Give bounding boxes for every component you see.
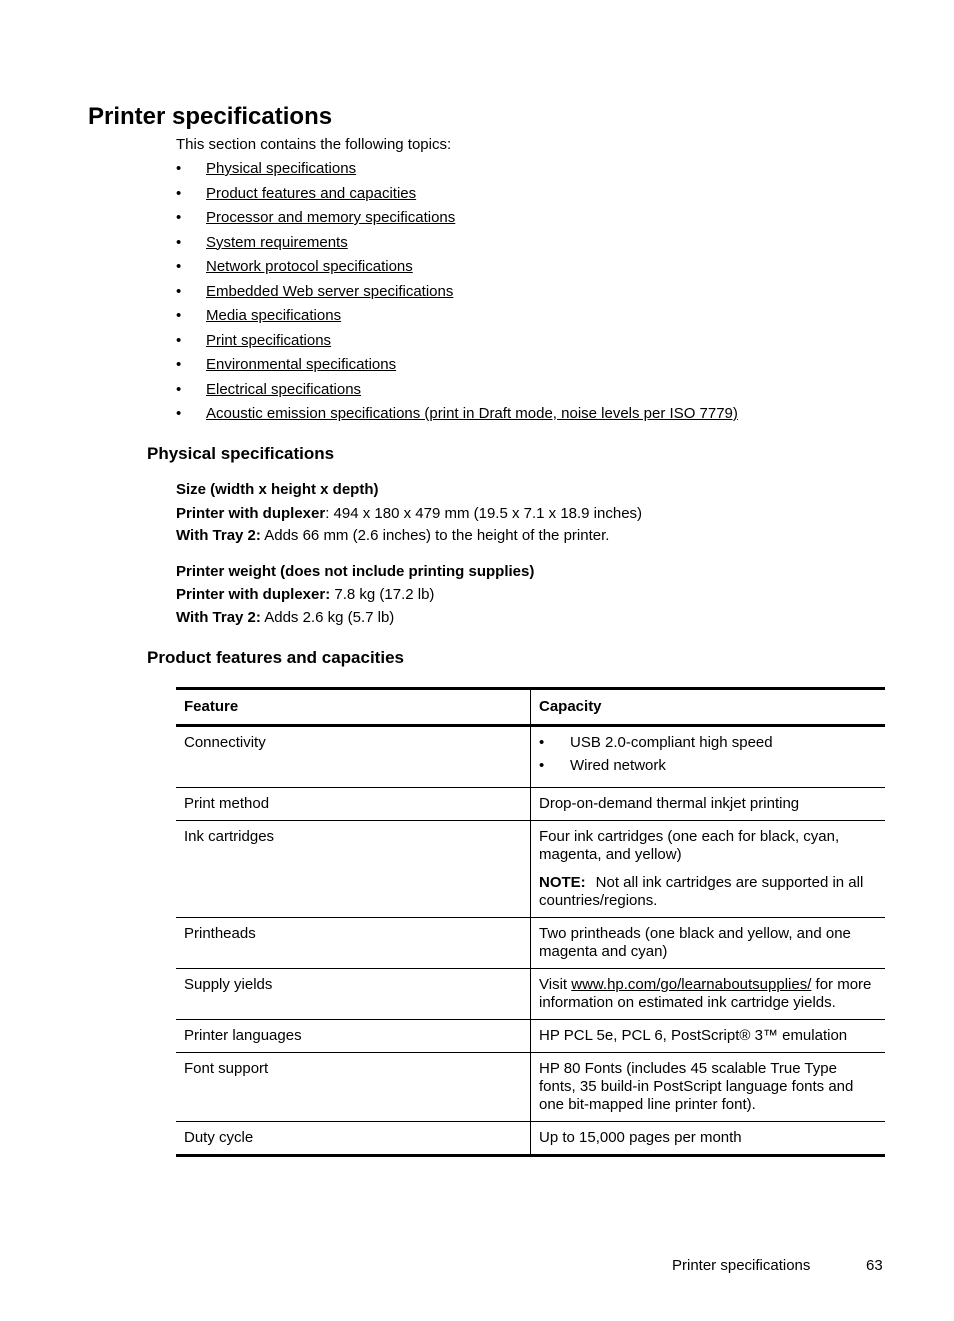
feature-cell: Print method: [176, 788, 531, 821]
note-block: [539, 874, 877, 910]
size-heading: [176, 481, 379, 499]
capacity-cell: Up to 15,000 pages per month: [531, 1122, 886, 1156]
feature-cell: Connectivity: [176, 726, 531, 788]
weight-duplexer-value: 7.8 kg (17.2 lb): [330, 586, 435, 603]
list-item: [539, 757, 877, 780]
feature-cell: Supply yields: [176, 969, 531, 1020]
feature-cell: Ink cartridges: [176, 821, 531, 918]
note-text: Not all ink cartridges are supported in all countries/regions.: [539, 874, 864, 909]
weight-duplexer-line: [176, 586, 434, 604]
table-row: [176, 821, 885, 918]
size-duplexer-label: Printer with duplexer: [176, 505, 326, 522]
bullet-icon: •: [539, 757, 545, 774]
table-row: [176, 726, 885, 788]
feature-cell: Duty cycle: [176, 1122, 531, 1156]
page-number: 63: [866, 1257, 883, 1274]
topic-link-ews[interactable]: Embedded Web server specifications: [206, 282, 454, 300]
list-item-text: Wired network: [570, 757, 666, 774]
bullet-icon: •: [176, 209, 182, 226]
table-row: [176, 788, 885, 821]
bullet-icon: •: [176, 258, 182, 275]
weight-heading: [176, 563, 534, 581]
capacity-cell: [531, 969, 886, 1020]
table-row: [176, 1053, 885, 1122]
size-duplexer-value: : 494 x 180 x 479 mm (19.5 x 7.1 x 18.9 inches): [325, 505, 643, 522]
topic-link-physical[interactable]: Physical specifications: [206, 160, 357, 177]
intro-text: This section contains the following topics:: [176, 136, 452, 153]
capacity-cell: HP PCL 5e, PCL 6, PostScript® 3™ emulation: [531, 1020, 886, 1053]
bullet-icon: •: [176, 307, 182, 324]
bullet-icon: •: [176, 356, 182, 373]
topic-link-acoustic[interactable]: Acoustic emission specifications (print in Draft mode, noise levels per ISO 7779): [206, 405, 738, 422]
bullet-icon: •: [176, 184, 182, 202]
weight-heading-text: Printer weight (does not include printing supplies): [176, 563, 535, 580]
bullet-icon: •: [176, 405, 182, 422]
capacity-cell: HP 80 Fonts (includes 45 scalable True Type fonts, 35 build-in PostScript language fonts and one bit-mapped line printer font).: [531, 1053, 886, 1122]
weight-tray-line: [176, 609, 394, 627]
capacity-cell: [531, 821, 886, 918]
table-row: [176, 1122, 885, 1156]
column-header-feature: Feature: [176, 689, 531, 726]
supplies-link[interactable]: www.hp.com/go/learnaboutsupplies/: [571, 976, 812, 993]
topic-link-system[interactable]: System requirements: [206, 233, 348, 251]
feature-cell: Font support: [176, 1053, 531, 1122]
column-header-capacity: Capacity: [531, 689, 886, 726]
features-heading: Product features and capacities: [147, 648, 404, 667]
topic-link-processor[interactable]: Processor and memory specifications: [206, 209, 456, 226]
topic-link-print[interactable]: Print specifications: [206, 331, 332, 349]
capacity-cell: Two printheads (one black and yellow, and one magenta and cyan): [531, 918, 886, 969]
bullet-icon: •: [176, 160, 182, 177]
note-label: NOTE:: [539, 874, 586, 891]
bullet-icon: •: [176, 380, 182, 398]
feature-cell: Printer languages: [176, 1020, 531, 1053]
capacity-cell: Drop-on-demand thermal inkjet printing: [531, 788, 886, 821]
weight-duplexer-label: Printer with duplexer:: [176, 586, 331, 603]
features-table: [176, 687, 885, 1157]
topic-link-environmental[interactable]: Environmental specifications: [206, 356, 397, 373]
list-item: [539, 734, 877, 757]
physical-heading: Physical specifications: [147, 444, 335, 463]
feature-cell: Printheads: [176, 918, 531, 969]
table-row: [176, 1020, 885, 1053]
table-header-row: [176, 689, 885, 726]
table-row: [176, 969, 885, 1020]
bullet-icon: •: [176, 282, 182, 300]
size-tray-value: Adds 66 mm (2.6 inches) to the height of the printer.: [260, 527, 610, 544]
size-tray-label: With Tray 2:: [176, 527, 261, 544]
page-title: Printer specifications: [88, 103, 333, 130]
table-row: [176, 918, 885, 969]
size-heading-text: Size (width x height x depth): [176, 481, 379, 498]
footer-section-label: Printer specifications: [672, 1257, 811, 1274]
supply-pre-text: Visit: [539, 976, 572, 993]
topic-link-network[interactable]: Network protocol specifications: [206, 258, 413, 275]
ink-capacity-text: Four ink cartridges (one each for black, cyan, magenta, and yellow): [539, 828, 840, 863]
weight-tray-value: Adds 2.6 kg (5.7 lb): [260, 609, 395, 626]
topic-link-electrical[interactable]: Electrical specifications: [206, 380, 362, 398]
size-tray-line: [176, 527, 609, 545]
bullet-icon: •: [176, 233, 182, 251]
connectivity-list: [539, 734, 877, 780]
size-duplexer-line: [176, 505, 642, 523]
bullet-icon: •: [176, 331, 182, 349]
topic-link-media[interactable]: Media specifications: [206, 307, 342, 324]
supply-post-text: for more information on estimated ink cartridge yields.: [539, 976, 872, 1011]
topic-link-features[interactable]: Product features and capacities: [206, 184, 417, 202]
capacity-cell: [531, 726, 886, 788]
bullet-icon: •: [539, 734, 545, 751]
list-item-text: USB 2.0-compliant high speed: [570, 734, 773, 751]
weight-tray-label: With Tray 2:: [176, 609, 261, 626]
